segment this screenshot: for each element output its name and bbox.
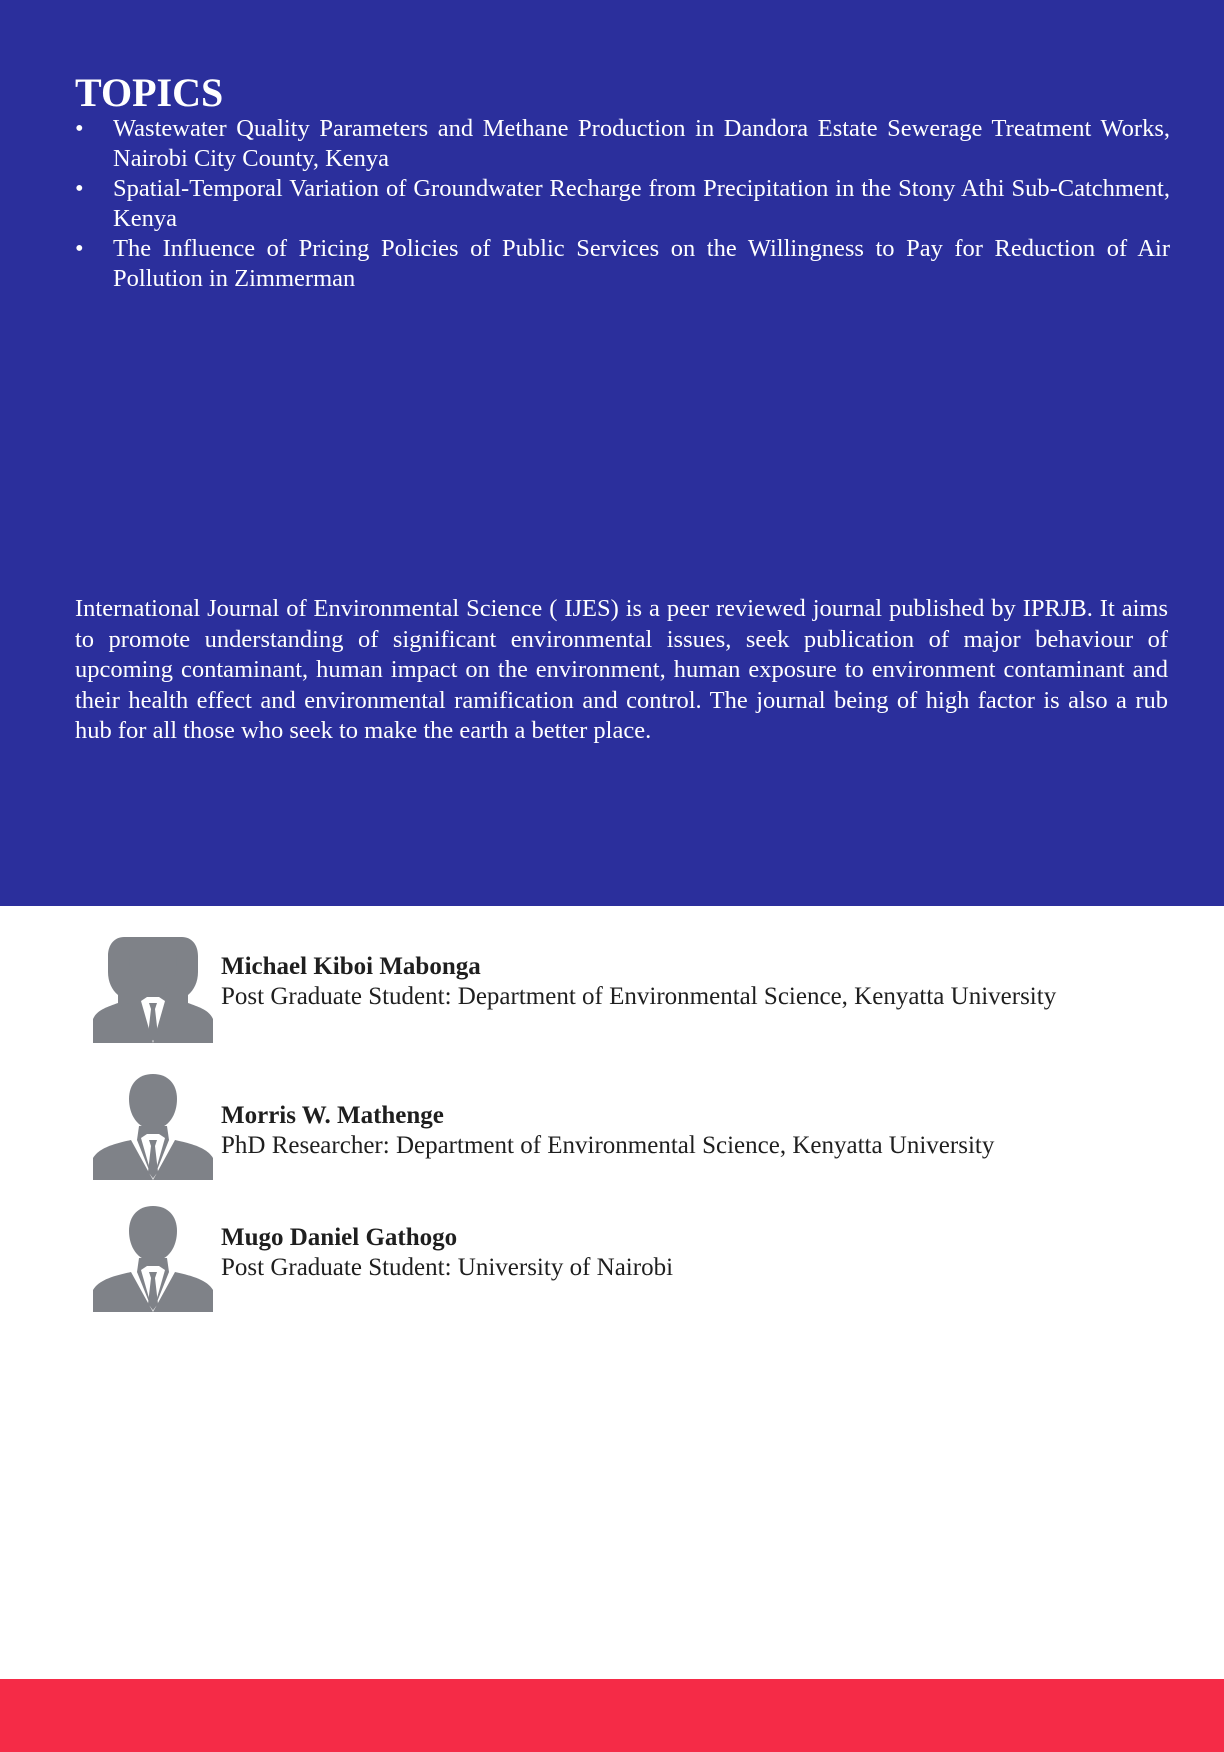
topic-item bbox=[75, 174, 1170, 234]
author-name: Mugo Daniel Gathogo bbox=[221, 1224, 458, 1251]
topics-heading: TOPICS bbox=[75, 70, 224, 115]
journal-description: International Journal of Environmental Science ( IJES) is a peer reviewed journal published by IPRJB. It aims to promote understanding of significant environmental issues, seek publication of major behaviour of upcoming contaminant, human impact on the environment, human exposure to environment contaminant and their health effect and environmental ramification and control. The journal being of high factor is also a rub hub for all those who seek to make the earth a better place. bbox=[75, 595, 1168, 744]
footer-accent-bar bbox=[0, 1679, 1224, 1752]
author-card bbox=[93, 937, 1193, 1047]
topic-text: Spatial-Temporal Variation of Groundwater Recharge from Precipitation in the Stony Athi Sub-Catchment, Kenya bbox=[113, 175, 1170, 232]
author-role: Post Graduate Student: University of Nairobi bbox=[221, 1254, 674, 1281]
author-role: Post Graduate Student: Department of Environmental Science, Kenyatta University bbox=[221, 983, 1057, 1010]
bullet-icon: • bbox=[75, 115, 84, 142]
topic-item bbox=[75, 234, 1170, 294]
topic-text: The Influence of Pricing Policies of Public Services on the Willingness to Pay for Reduction of Air Pollution in Zimmerman bbox=[113, 235, 1170, 292]
bullet-icon: • bbox=[75, 235, 84, 262]
bullet-icon: • bbox=[75, 175, 84, 202]
person-silhouette-icon bbox=[93, 937, 213, 1043]
author-name: Morris W. Mathenge bbox=[221, 1102, 444, 1129]
author-role: PhD Researcher: Department of Environmental Science, Kenyatta University bbox=[221, 1132, 995, 1159]
person-silhouette-icon bbox=[93, 1074, 213, 1180]
author-card bbox=[93, 1074, 1193, 1184]
author-name: Michael Kiboi Mabonga bbox=[221, 953, 481, 980]
topic-text: Wastewater Quality Parameters and Methane Production in Dandora Estate Sewerage Treatment Works, Nairobi City County, Kenya bbox=[113, 115, 1170, 172]
author-card bbox=[93, 1206, 1193, 1316]
topic-item bbox=[75, 114, 1170, 174]
topics-list bbox=[75, 114, 1170, 294]
person-silhouette-icon bbox=[93, 1206, 213, 1312]
